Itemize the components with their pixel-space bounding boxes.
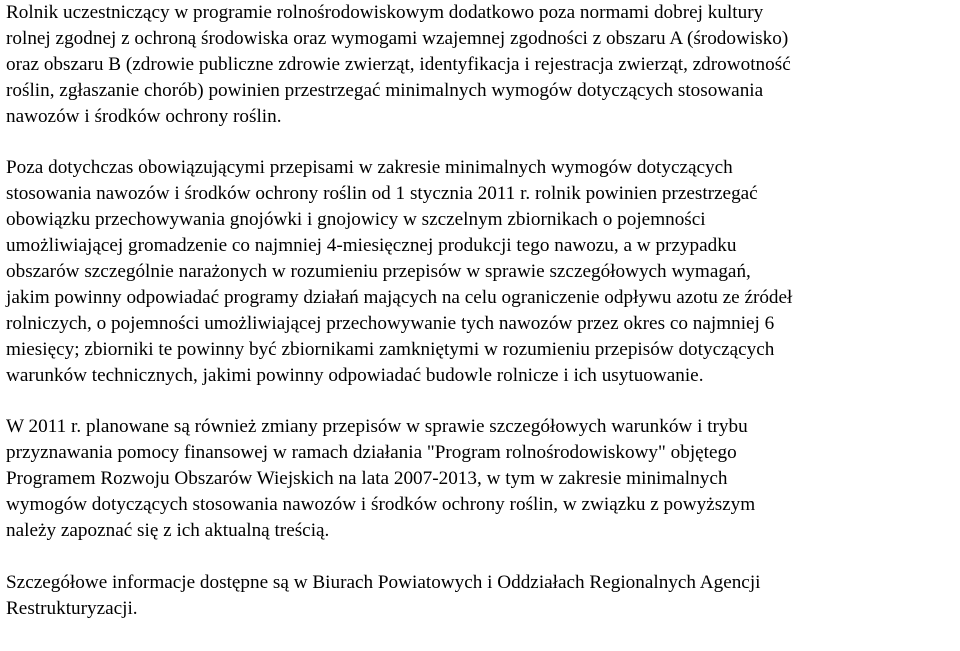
text-line: stosowania nawozów i środków ochrony roślin od 1 stycznia 2011 r. rolnik powinien przestrzegać — [6, 183, 758, 205]
text-line: Poza dotychczas obowiązującymi przepisami w zakresie minimalnych wymogów dotyczących — [6, 157, 733, 179]
document-body — [6, 0, 958, 622]
text-line: należy zapoznać się z ich aktualną treścią. — [6, 520, 330, 542]
paragraph-program-requirements — [6, 0, 958, 130]
paragraph-spacer — [6, 389, 958, 415]
text-line: Restrukturyzacji. — [6, 597, 138, 619]
paragraph-spacer — [6, 544, 958, 570]
text-line: nawozów i środków ochrony roślin. — [6, 105, 282, 127]
text-line: W 2011 r. planowane są również zmiany przepisów w sprawie szczegółowych warunków i trybu — [6, 416, 748, 438]
text-line: obszarów szczególnie narażonych w rozumieniu przepisów w sprawie szczegółowych wymagań, — [6, 261, 751, 283]
paragraph-planned-changes — [6, 414, 958, 544]
text-line: rolnej zgodnej z ochroną środowiska oraz wymogami wzajemnej zgodności z obszaru A (środowisko) — [6, 27, 789, 49]
paragraph-more-information — [6, 570, 958, 622]
text-line: Szczegółowe informacje dostępne są w Biurach Powiatowych i Oddziałach Regionalnych Agencji — [6, 571, 761, 593]
text-line: roślin, zgłaszanie chorób) powinien przestrzegać minimalnych wymogów dotyczących stosowania — [6, 79, 764, 101]
text-line: przyznawania pomocy finansowej w ramach działania "Program rolnośrodowiskowy" objętego — [6, 442, 737, 464]
paragraph-storage-obligations — [6, 155, 958, 388]
text-line: Rolnik uczestniczący w programie rolnośrodowiskowym dodatkowo poza normami dobrej kultury — [6, 2, 764, 23]
text-line: wymogów dotyczących stosowania nawozów i środków ochrony roślin, w związku z powyższym — [6, 494, 756, 516]
text-line: jakim powinny odpowiadać programy działań mających na celu ograniczenie odpływu azotu ze źródeł — [6, 286, 793, 308]
text-line: obowiązku przechowywania gnojówki i gnojowicy w szczelnym zbiornikach o pojemności — [6, 209, 706, 231]
paragraph-spacer — [6, 130, 958, 156]
text-line: umożliwiającej gromadzenie co najmniej 4-miesięcznej produkcji tego nawozu, a w przypadku — [6, 235, 737, 257]
text-line: warunków technicznych, jakimi powinny odpowiadać budowle rolnicze i ich usytuowanie. — [6, 364, 704, 386]
text-line: oraz obszaru B (zdrowie publiczne zdrowie zwierząt, identyfikacja i rejestracja zwierząt, zdrowotność — [6, 53, 791, 75]
text-line: miesięcy; zbiorniki te powinny być zbiornikami zamkniętymi w rozumieniu przepisów dotyczących — [6, 338, 775, 360]
text-line: rolniczych, o pojemności umożliwiającej przechowywanie tych nawozów przez okres co najmniej 6 — [6, 312, 775, 334]
text-line: Programem Rozwoju Obszarów Wiejskich na lata 2007-2013, w tym w zakresie minimalnych — [6, 468, 728, 490]
